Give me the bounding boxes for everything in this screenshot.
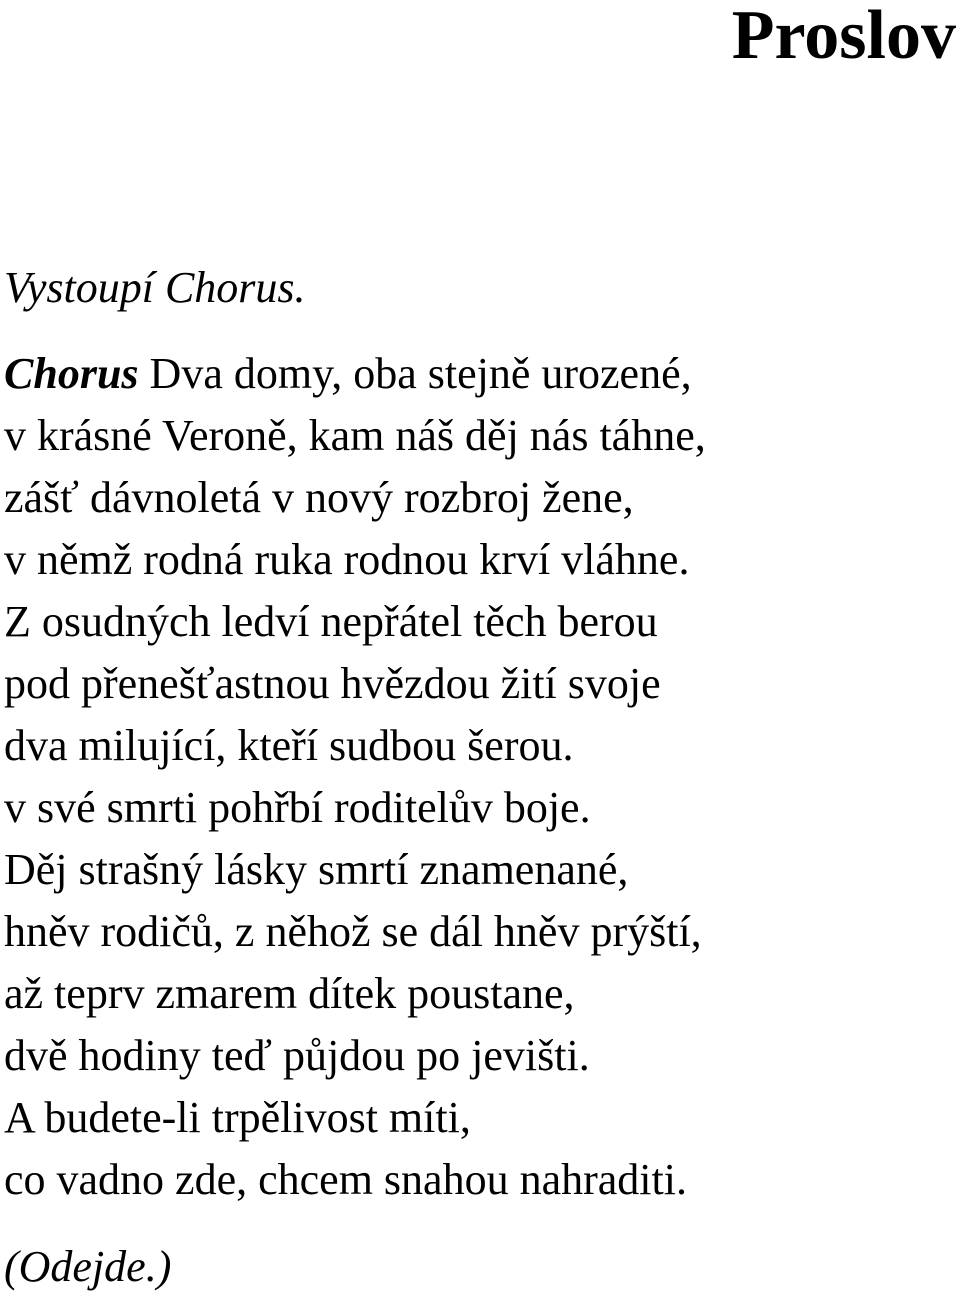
verse-line: v krásné Veroně, kam náš děj nás táhne, — [4, 411, 706, 460]
verse-line: hněv rodičů, z něhož se dál hněv prýští, — [4, 907, 702, 956]
verse-line: Z osudných ledví nepřátel těch berou — [4, 597, 658, 646]
verse-line: dvě hodiny teď půjdou po jevišti. — [4, 1031, 590, 1080]
stage-direction-exit: (Odejde.) — [4, 1242, 172, 1291]
verse-line: Děj strašný lásky smrtí znamenané, — [4, 845, 629, 894]
stage-direction-enter: Vystoupí Chorus. — [4, 263, 306, 312]
verse-block — [4, 343, 706, 1211]
verse-line: až teprv zmarem dítek poustane, — [4, 969, 575, 1018]
page-title: Proslov — [731, 0, 956, 74]
verse-line: A budete-li trpělivost míti, — [4, 1093, 471, 1142]
verse-line: v své smrti pohřbí roditelův boje. — [4, 783, 591, 832]
verse-line — [4, 343, 706, 405]
verse-line: co vadno zde, chcem snahou nahraditi. — [4, 1155, 687, 1204]
verse-line: zášť dávnoletá v nový rozbroj žene, — [4, 473, 634, 522]
verse-line: dva milující, kteří sudbou šerou. — [4, 721, 574, 770]
verse-line: v němž rodná ruka rodnou krví vláhne. — [4, 535, 690, 584]
verse-line: pod přenešťastnou hvězdou žití svoje — [4, 659, 661, 708]
speaker-name: Chorus — [4, 349, 139, 398]
verse-line-text: Dva domy, oba stejně urozené, — [149, 349, 692, 398]
